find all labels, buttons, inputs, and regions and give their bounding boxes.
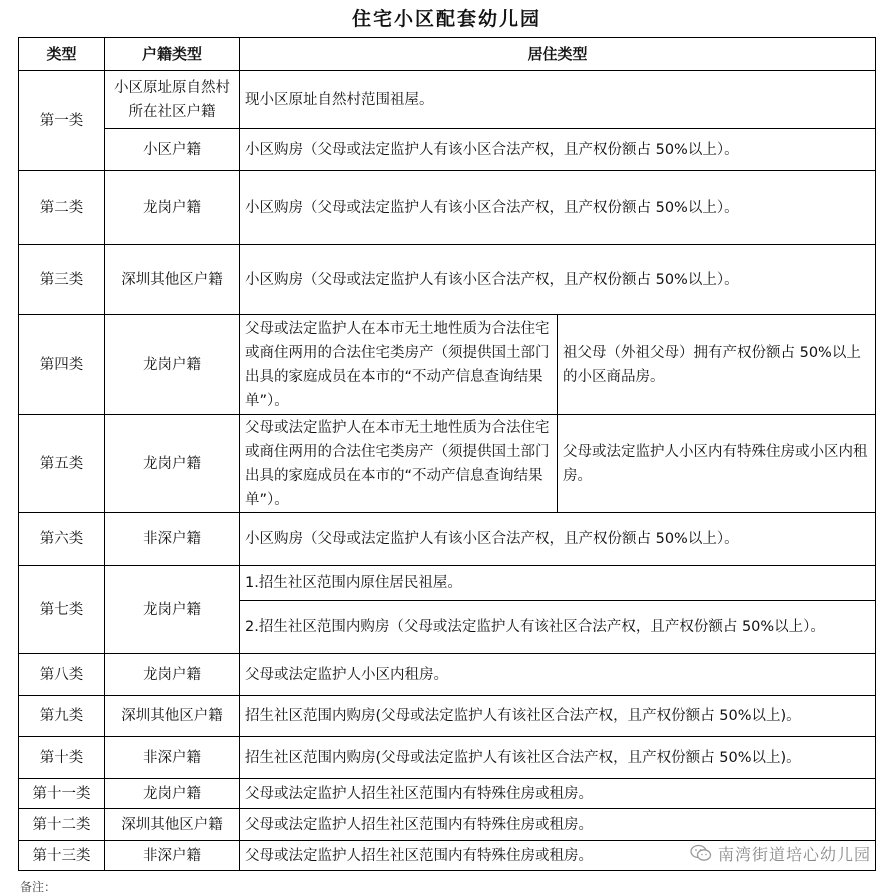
header-hukou: 户籍类型	[105, 38, 240, 71]
hukou-cell: 小区户籍	[105, 129, 240, 171]
table-row	[19, 779, 876, 809]
type-cell: 第四类	[19, 315, 105, 415]
table-row	[19, 566, 876, 601]
type-cell: 第五类	[19, 415, 105, 513]
header-residence: 居住类型	[240, 38, 876, 71]
enrollment-table	[18, 37, 876, 871]
type-cell: 第三类	[19, 245, 105, 315]
footnote: 备注：	[20, 880, 57, 894]
table-row	[19, 513, 876, 566]
residence-cell: 父母或法定监护人小区内租房。	[240, 654, 876, 696]
type-cell: 第十类	[19, 737, 105, 779]
table-row	[19, 415, 876, 513]
type-cell: 第二类	[19, 171, 105, 245]
hukou-cell: 龙岗户籍	[105, 779, 240, 809]
hukou-cell: 龙岗户籍	[105, 654, 240, 696]
type-cell: 第一类	[19, 71, 105, 171]
residence-cell: 现小区原址自然村范围祖屋。	[240, 71, 876, 129]
hukou-cell: 龙岗户籍	[105, 415, 240, 513]
table-row	[19, 654, 876, 696]
residence-cell: 小区购房（父母或法定监护人有该小区合法产权，且产权份额占 50%以上）。	[240, 245, 876, 315]
hukou-cell: 龙岗户籍	[105, 171, 240, 245]
header-type: 类型	[19, 38, 105, 71]
table-row	[19, 696, 876, 737]
type-cell: 第八类	[19, 654, 105, 696]
type-cell: 第六类	[19, 513, 105, 566]
residence-cell: 小区购房（父母或法定监护人有该小区合法产权，且产权份额占 50%以上）。	[240, 171, 876, 245]
residence-cell: 2.招生社区范围内购房（父母或法定监护人有该社区合法产权，且产权份额占 50%以上）。	[240, 601, 876, 654]
hukou-cell: 非深户籍	[105, 841, 240, 871]
type-cell: 第十一类	[19, 779, 105, 809]
residence-cell: 1.招生社区范围内原住居民祖屋。	[240, 566, 876, 601]
residence-cell: 父母或法定监护人招生社区范围内有特殊住房或租房。	[240, 779, 876, 809]
table-row	[19, 129, 876, 171]
residence-cell-right: 父母或法定监护人小区内有特殊住房或小区内租房。	[558, 415, 876, 513]
residence-cell: 招生社区范围内购房(父母或法定监护人有该社区合法产权，且产权份额占 50%以上)。	[240, 737, 876, 779]
residence-cell-right: 祖父母（外祖父母）拥有产权份额占 50%以上的小区商品房。	[558, 315, 876, 415]
type-cell: 第九类	[19, 696, 105, 737]
residence-cell-left: 父母或法定监护人在本市无土地性质为合法住宅或商住两用的合法住宅类房产（须提供国土部门出具的家庭成员在本市的“不动产信息查询结果单”）。	[240, 315, 558, 415]
table-row	[19, 71, 876, 129]
hukou-cell: 深圳其他区户籍	[105, 245, 240, 315]
type-cell: 第十二类	[19, 809, 105, 841]
hukou-cell: 龙岗户籍	[105, 315, 240, 415]
residence-cell: 父母或法定监护人招生社区范围内有特殊住房或租房。	[240, 841, 876, 871]
type-cell: 第七类	[19, 566, 105, 654]
page-title: 住宅小区配套幼儿园	[351, 8, 541, 30]
hukou-cell: 小区原址原自然村所在社区户籍	[105, 71, 240, 129]
hukou-cell: 非深户籍	[105, 513, 240, 566]
wechat-watermark	[686, 841, 875, 865]
type-cell: 第十三类	[19, 841, 105, 871]
table-row	[19, 315, 876, 415]
wechat-icon	[690, 844, 712, 862]
residence-cell: 小区购房（父母或法定监护人有该小区合法产权，且产权份额占 50%以上）。	[240, 513, 876, 566]
residence-cell: 招生社区范围内购房(父母或法定监护人有该社区合法产权，且产权份额占 50%以上)。	[240, 696, 876, 737]
residence-cell: 小区购房（父母或法定监护人有该小区合法产权，且产权份额占 50%以上）。	[240, 129, 876, 171]
table-row	[19, 809, 876, 841]
hukou-cell: 非深户籍	[105, 737, 240, 779]
table-header-row	[19, 38, 876, 71]
hukou-cell: 龙岗户籍	[105, 566, 240, 654]
hukou-cell: 深圳其他区户籍	[105, 809, 240, 841]
table-row	[19, 171, 876, 245]
watermark-text: 南湾街道培心幼儿园	[717, 844, 871, 864]
table-row	[19, 737, 876, 779]
table-row	[19, 245, 876, 315]
hukou-cell: 深圳其他区户籍	[105, 696, 240, 737]
residence-cell: 父母或法定监护人招生社区范围内有特殊住房或租房。	[240, 809, 876, 841]
residence-cell-left: 父母或法定监护人在本市无土地性质为合法住宅或商住两用的合法住宅类房产（须提供国土部门出具的家庭成员在本市的“不动产信息查询结果单”）。	[240, 415, 558, 513]
